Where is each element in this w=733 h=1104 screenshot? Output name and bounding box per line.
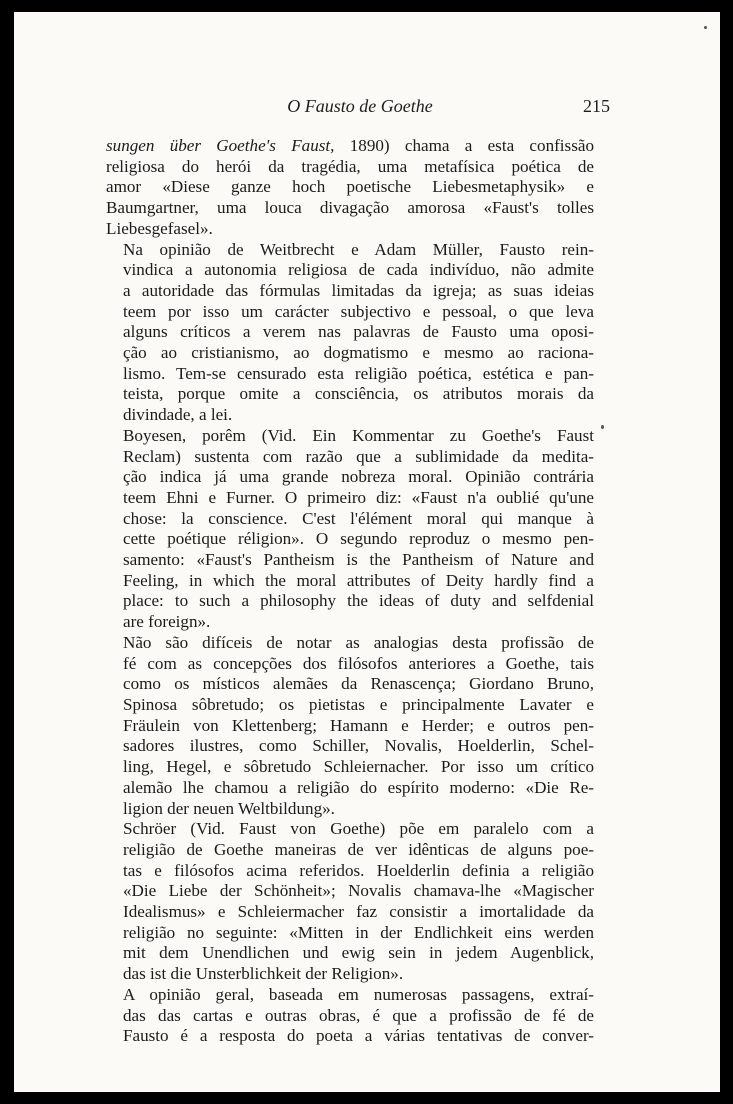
- body-text: [106, 136, 594, 1047]
- text-run: religião no seguinte: «Mitten in der Endlichkeit eins werden: [123, 922, 594, 942]
- text-run: Não são difíceis de notar as analogias desta profissão de: [123, 632, 594, 652]
- text-run: amor «Diese ganze hoch poetische Liebesmetaphysik» e: [106, 177, 594, 197]
- text-run: ção ao cristianismo, ao dogmatismo e mesmo ao raciona-: [123, 343, 594, 363]
- text-line: [106, 467, 594, 488]
- text-line: [106, 633, 594, 654]
- text-line: [106, 509, 594, 530]
- text-line: [106, 260, 594, 281]
- paragraph: [106, 136, 594, 240]
- text-run: are foreign».: [123, 612, 211, 632]
- text-line: [106, 322, 594, 343]
- text-run: Fausto é a resposta do poeta a várias tentativas de conver-: [123, 1026, 594, 1046]
- text-line: [106, 571, 594, 592]
- text-run: Spinosa sôbretudo; os pietistas e principalmente Lavater e: [123, 694, 594, 714]
- text-run: divindade, a lei.: [123, 405, 233, 425]
- text-run: Liebesgefasel».: [106, 218, 213, 238]
- print-speck: [704, 26, 707, 29]
- text-run: das ist die Unsterblichkeit der Religion».: [123, 964, 404, 984]
- text-run: como os místicos alemães da Renascença; Giordano Bruno,: [123, 674, 594, 694]
- text-run: Na opinião de Weitbrecht e Adam Müller, Fausto rein-: [123, 239, 594, 259]
- text-line: [106, 923, 594, 944]
- text-line: [106, 384, 594, 405]
- text-line: [106, 1006, 594, 1027]
- running-title: O Fausto de Goethe: [287, 96, 433, 116]
- text-line: [106, 281, 594, 302]
- text-run: Boyesen, porêm (Vid. Ein Kommentar zu Goethe's Faust: [123, 425, 594, 445]
- text-line: [106, 902, 594, 923]
- text-line: [106, 674, 594, 695]
- text-line: [106, 716, 594, 737]
- text-run: teem por isso um carácter subjectivo e pessoal, o que leva: [123, 301, 594, 321]
- text-run: Reclam) sustenta com razão que a sublimidade da medita-: [123, 446, 594, 466]
- paragraph: [106, 819, 594, 985]
- text-run: mit dem Unendlichen und ewig sein in jedem Augenblick,: [123, 943, 594, 963]
- running-head: [110, 96, 610, 122]
- text-run: teem Ehni e Furner. O primeiro diz: «Faust n'a oublié qu'une: [123, 487, 594, 507]
- text-line: [106, 405, 594, 426]
- text-run: vindica a autonomia religiosa de cada indivíduo, não admite: [123, 260, 594, 280]
- paragraph: [106, 426, 594, 633]
- text-line: [106, 819, 594, 840]
- paragraph: [106, 633, 594, 819]
- text-run: ligion der neuen Weltbildung».: [123, 798, 335, 818]
- text-run: Feeling, in which the moral attributes of Deity hardly find a: [123, 570, 594, 590]
- text-run: ção indica já uma grande nobreza moral. Opinião contrária: [123, 467, 594, 487]
- text-line: [106, 240, 594, 261]
- text-line: [106, 426, 594, 447]
- text-line: [106, 861, 594, 882]
- text-run: fé com as concepções dos filósofos anteriores a Goethe, tais: [123, 653, 594, 673]
- text-run: cette poétique réligion». O segundo reproduz o mesmo pen-: [123, 529, 594, 549]
- text-run: Fräulein von Klettenberg; Hamann e Herder; e outros pen-: [123, 715, 594, 735]
- text-run: samento: «Faust's Pantheism is the Pantheism of Nature and: [123, 550, 594, 570]
- text-line: [106, 799, 594, 820]
- text-run: ling, Hegel, e sôbretudo Schleiernacher. Por isso um crítico: [123, 757, 594, 777]
- text-line: [106, 695, 594, 716]
- text-line: [106, 529, 594, 550]
- text-run: 1890) chama a esta confissão: [334, 136, 594, 155]
- text-run: Baumgartner, uma louca divagação amorosa «Faust's tolles: [106, 198, 594, 218]
- text-run: a autoridade das fórmulas limitadas da igreja; as suas ideias: [123, 280, 594, 300]
- text-line: [106, 447, 594, 468]
- text-run: place: to such a philosophy the ideas of duty and selfdenial: [123, 591, 594, 611]
- paragraph: [106, 985, 594, 1047]
- text-run: alguns críticos a verem nas palavras de Fausto uma oposi-: [123, 322, 594, 342]
- text-line: [106, 550, 594, 571]
- text-line: [106, 157, 594, 178]
- text-run: «Die Liebe der Schönheit»; Novalis chamava-lhe «Magischer: [123, 881, 594, 901]
- paragraph: [106, 240, 594, 426]
- text-line: [106, 198, 594, 219]
- text-run: chose: la conscience. C'est l'élément moral qui manque à: [123, 508, 594, 528]
- print-speck: [601, 425, 604, 429]
- text-line: [106, 488, 594, 509]
- text-line: [106, 612, 594, 633]
- text-line: [106, 840, 594, 861]
- text-run: lismo. Tem-se censurado esta religião poética, estética e pan-: [123, 363, 594, 383]
- text-line: [106, 219, 594, 240]
- text-line: [106, 343, 594, 364]
- text-line: [106, 364, 594, 385]
- page-number: 215: [583, 96, 610, 116]
- text-run: alemão lhe chamou a religião do espírito moderno: «Die Re-: [123, 777, 594, 797]
- text-line: [106, 757, 594, 778]
- text-line: [106, 881, 594, 902]
- text-line: [106, 1026, 594, 1047]
- text-run: sadores ilustres, como Schiller, Novalis, Hoelderlin, Schel-: [123, 736, 594, 756]
- text-line: [106, 302, 594, 323]
- text-run: das das cartas e outras obras, é que a profissão de fé de: [123, 1005, 594, 1025]
- text-run: teista, porque omite a consciência, os atributos morais da: [123, 384, 594, 404]
- text-run: A opinião geral, baseada em numerosas passagens, extraí-: [123, 984, 594, 1004]
- text-run: Idealismus» e Schleiermacher faz consistir a imortalidade da: [123, 902, 594, 922]
- text-line: [106, 943, 594, 964]
- text-line: [106, 136, 594, 157]
- text-run: religião de Goethe maneiras de ver idênticas de alguns poe-: [123, 839, 594, 859]
- text-line: [106, 778, 594, 799]
- text-line: [106, 736, 594, 757]
- text-run: Schröer (Vid. Faust von Goethe) põe em paralelo com a: [123, 819, 594, 839]
- text-line: [106, 591, 594, 612]
- text-line: [106, 964, 594, 985]
- text-run: religiosa do herói da tragédia, uma metafísica poética de: [106, 156, 594, 176]
- book-page: [14, 12, 720, 1092]
- text-line: [106, 654, 594, 675]
- text-run: tas e filósofos acima referidos. Hoelderlin definia a religião: [123, 860, 594, 880]
- text-line: [106, 985, 594, 1006]
- text-line: [106, 177, 594, 198]
- italic-text: sungen über Goethe's Faust,: [106, 136, 335, 155]
